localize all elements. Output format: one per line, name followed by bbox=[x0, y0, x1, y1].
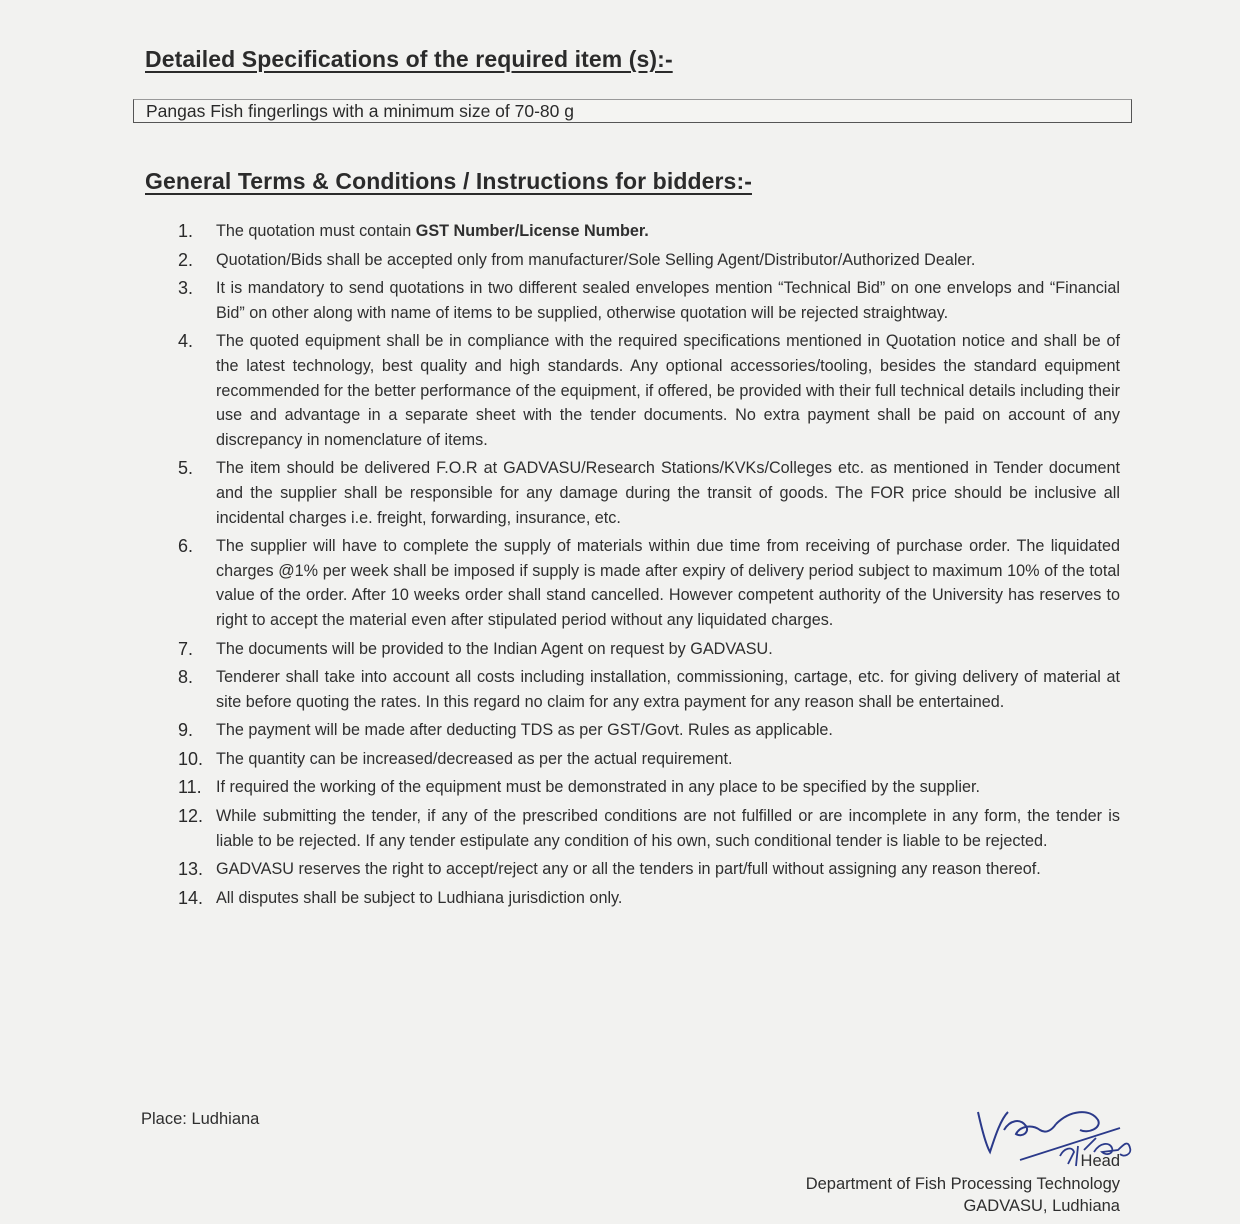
term-text: The supplier will have to complete the supply of materials within due time from receiving of purchase order. The liquidated charges @1% per week shall be imposed if supply is made after expiry of delivery period subject to maximum 10% of the total value of the order. After 10 weeks order shall stand cancelled. However competent authority of the University has reserves to right to accept the material even after stipulated period without any liquidated charges. bbox=[216, 537, 1120, 629]
term-item bbox=[178, 637, 1120, 662]
term-item bbox=[178, 248, 1120, 273]
specification-item-box bbox=[133, 99, 1132, 123]
term-item bbox=[178, 718, 1120, 743]
specifications-heading: Detailed Specifications of the required item (s):- bbox=[145, 46, 673, 72]
terms-list bbox=[178, 219, 1120, 914]
term-number: 4. bbox=[178, 331, 194, 352]
term-text: The quotation must contain bbox=[216, 222, 416, 240]
place-label: Place: Ludhiana bbox=[141, 1110, 260, 1128]
term-number: 13. bbox=[178, 859, 204, 880]
term-item bbox=[178, 665, 1120, 714]
term-text: The payment will be made after deducting TDS as per GST/Govt. Rules as applicable. bbox=[216, 721, 833, 740]
term-number: 11. bbox=[178, 777, 202, 798]
term-text: All disputes shall be subject to Ludhiana jurisdiction only. bbox=[216, 888, 623, 907]
term-text: While submitting the tender, if any of the prescribed conditions are not fulfilled or are incomplete in any form, the tender is liable to be rejected. If any tender estipulate any condition of his own, such conditional tender is liable to be rejected. bbox=[216, 807, 1120, 850]
term-number: 10. bbox=[178, 748, 204, 769]
signatory-block bbox=[806, 1150, 1120, 1218]
term-item bbox=[178, 276, 1120, 325]
term-number: 14. bbox=[178, 887, 204, 908]
term-number: 3. bbox=[178, 278, 194, 299]
term-item bbox=[178, 804, 1120, 853]
term-text: Tenderer shall take into account all costs including installation, commissioning, cartage, etc. for giving delivery of material at site before quoting the rates. In this regard no claim for any extra payment for any reason shall be entertained. bbox=[216, 668, 1120, 711]
term-number: 2. bbox=[178, 249, 194, 270]
term-text-bold: GST Number/License Number. bbox=[415, 222, 649, 240]
term-text: The item should be delivered F.O.R at GADVASU/Research Stations/KVKs/Colleges etc. as mentioned in Tender document and the supplier shall be responsible for any damage during the transit of goods. The FOR price should be inclusive all incidental charges i.e. freight, forwarding, insurance, etc. bbox=[216, 459, 1120, 527]
term-item bbox=[178, 329, 1120, 452]
terms-heading: General Terms & Conditions / Instructions for bidders:- bbox=[145, 168, 752, 194]
term-item bbox=[178, 534, 1120, 632]
term-text: The documents will be provided to the Indian Agent on request by GADVASU. bbox=[216, 639, 773, 658]
term-text: If required the working of the equipment must be demonstrated in any place to be specified by the supplier. bbox=[216, 778, 980, 797]
term-text: Quotation/Bids shall be accepted only from manufacturer/Sole Selling Agent/Distributor/Authorized Dealer. bbox=[216, 250, 976, 269]
term-number: 1. bbox=[178, 221, 194, 241]
term-text: The quantity can be increased/decreased as per the actual requirement. bbox=[216, 749, 733, 768]
term-number: 8. bbox=[178, 667, 194, 688]
term-item bbox=[178, 775, 1120, 800]
term-text: GADVASU reserves the right to accept/reject any or all the tenders in part/full without assigning any reason thereof. bbox=[216, 860, 1041, 879]
term-item bbox=[178, 886, 1120, 911]
specification-item-text: Pangas Fish fingerlings with a minimum size of 70-80 g bbox=[146, 101, 574, 121]
term-text: It is mandatory to send quotations in two different sealed envelopes mention “Technical Bid” on one envelops and “Financial Bid” on other along with name of items to be supplied, otherwise quotation will be rejected straightway. bbox=[216, 279, 1120, 322]
signatory-designation: Head bbox=[1080, 1152, 1120, 1170]
term-text: The quoted equipment shall be in compliance with the required specifications mentioned in Quotation notice and shall be of the latest technology, best quality and high standards. Any optional accessories/tooling, besides the standard equipment recommended for the better performance of the equipment, if offered, be provided with their full technical details including their use and advantage in a separate sheet with the tender documents. No extra payment shall be paid on account of any discrepancy in nomenclature of items. bbox=[216, 332, 1121, 449]
term-number: 6. bbox=[178, 536, 194, 557]
term-item bbox=[178, 456, 1120, 530]
term-number: 9. bbox=[178, 720, 194, 741]
term-item bbox=[178, 857, 1120, 882]
term-number: 12. bbox=[178, 806, 204, 827]
organization-name: GADVASU, Ludhiana bbox=[963, 1197, 1120, 1215]
term-number: 7. bbox=[178, 638, 194, 659]
term-number: 5. bbox=[178, 458, 194, 479]
department-name: Department of Fish Processing Technology bbox=[805, 1174, 1120, 1193]
term-item bbox=[178, 219, 1120, 244]
term-item bbox=[178, 747, 1120, 772]
